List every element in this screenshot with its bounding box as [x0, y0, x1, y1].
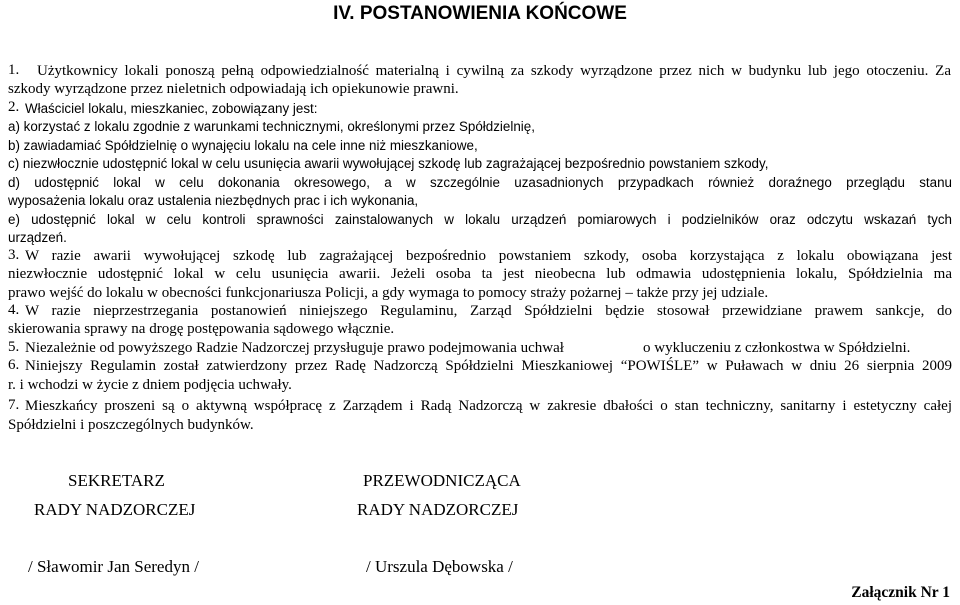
- paragraph-number: 4.: [8, 302, 20, 318]
- paragraph-line: W razie awarii wywołującej szkodę lub zagrażającej bezpośrednio powstaniem szkody, osoba korzystająca z lokalu obowiązana jest: [25, 248, 952, 264]
- paragraph-line: szkody wyrządzone przez nieletnich odpowiadają ich opiekunowie prawni.: [8, 81, 459, 97]
- paragraph-line: Użytkownicy lokali ponoszą pełną odpowiedzialność materialną i cywilną za szkody wyrządzone przez nich w budynku lub jego otoczeniu. Za: [37, 63, 951, 79]
- paragraph-line: W razie nieprzestrzegania postanowień niniejszego Regulaminu, Zarząd Spółdzielni będzie stosował przewidziane prawem sankcje, do: [25, 303, 952, 319]
- signature-name: / Sławomir Jan Seredyn /: [28, 557, 199, 576]
- list-item: e) udostępnić lokal w celu kontroli sprawności zainstalowanych w lokalu urządzeń pomiarowych i podzielników oraz odczytu wskazań tych: [8, 212, 952, 227]
- paragraph-line: Mieszkańcy proszeni są o aktywną współpracę z Zarządem i Radą Nadzorczą w zakresie dbałości o stan techniczny, sanitarny i estetyczny całej: [25, 398, 952, 414]
- signature-title: SEKRETARZ: [68, 471, 165, 490]
- list-item: c) niezwłocznie udostępnić lokal w celu usunięcia awarii wywołującej szkodę lub zagrażającej bezpośrednio powstaniem szkody,: [8, 156, 769, 171]
- list-item: a) korzystać z lokalu zgodnie z warunkami technicznymi, określonymi przez Spółdzielnię,: [8, 119, 535, 134]
- signature-body: RADY NADZORCZEJ: [34, 500, 196, 519]
- document-title: IV. POSTANOWIENIA KOŃCOWE: [333, 3, 627, 24]
- paragraph-number: 6.: [8, 357, 20, 373]
- paragraph-line: prawo wejść do lokalu w obecności funkcjonariusza Policji, a gdy wymaga to pomocy straży pożarnej – także przy jej udziale.: [8, 285, 769, 301]
- paragraph-number: 1.: [8, 62, 20, 78]
- attachment-label: Załącznik Nr 1: [851, 584, 950, 601]
- paragraph-line: Spółdzielni i poszczególnych budynków.: [8, 417, 254, 433]
- paragraph-number: 3.: [8, 247, 20, 263]
- paragraph-line: skierowania sprawy na drogę postępowania sądowego włącznie.: [8, 321, 395, 337]
- paragraph-number: 5.: [8, 339, 20, 355]
- signature-title: PRZEWODNICZĄCA: [363, 471, 521, 490]
- signature-body: RADY NADZORCZEJ: [357, 500, 519, 519]
- list-item: b) zawiadamiać Spółdzielnię o wynajęciu lokalu na cele inne niż mieszkaniowe,: [8, 138, 478, 153]
- paragraph-line: o wykluczeniu z członkostwa w Spółdzielni.: [643, 340, 911, 356]
- list-item: d) udostępnić lokal w celu dokonania okresowego, a w szczególnie uzasadnionych przypadkach również doraźnego przeglądu stanu: [8, 175, 952, 190]
- list-item-continuation: urządzeń.: [8, 230, 67, 245]
- paragraph-line: r. i wchodzi w życie z dniem podjęcia uchwały.: [8, 377, 292, 393]
- paragraph-line: Niezależnie od powyższego Radzie Nadzorczej przysługuje prawo podejmowania uchwał: [25, 340, 564, 356]
- paragraph-number: 7.: [8, 397, 20, 413]
- paragraph-line: Właściciel lokalu, mieszkaniec, zobowiązany jest:: [25, 101, 318, 116]
- paragraph-number: 2.: [8, 99, 20, 115]
- paragraph-line: Niniejszy Regulamin został zatwierdzony przez Radę Nadzorczą Spółdzielni Mieszkaniowej “POWIŚLE” w Puławach w dniu 26 sierpnia 2009: [25, 358, 952, 374]
- paragraph-line: niezwłocznie udostępnić lokal w celu usunięcia awarii. Jeżeli osoba ta jest nieobecna lub odmawia udostępnienia lokalu, Spółdzielnia ma: [8, 266, 952, 282]
- signature-name: / Urszula Dębowska /: [366, 557, 513, 576]
- list-item-continuation: wyposażenia lokalu oraz ustalenia niezbędnych prac i ich wykonania,: [8, 193, 419, 208]
